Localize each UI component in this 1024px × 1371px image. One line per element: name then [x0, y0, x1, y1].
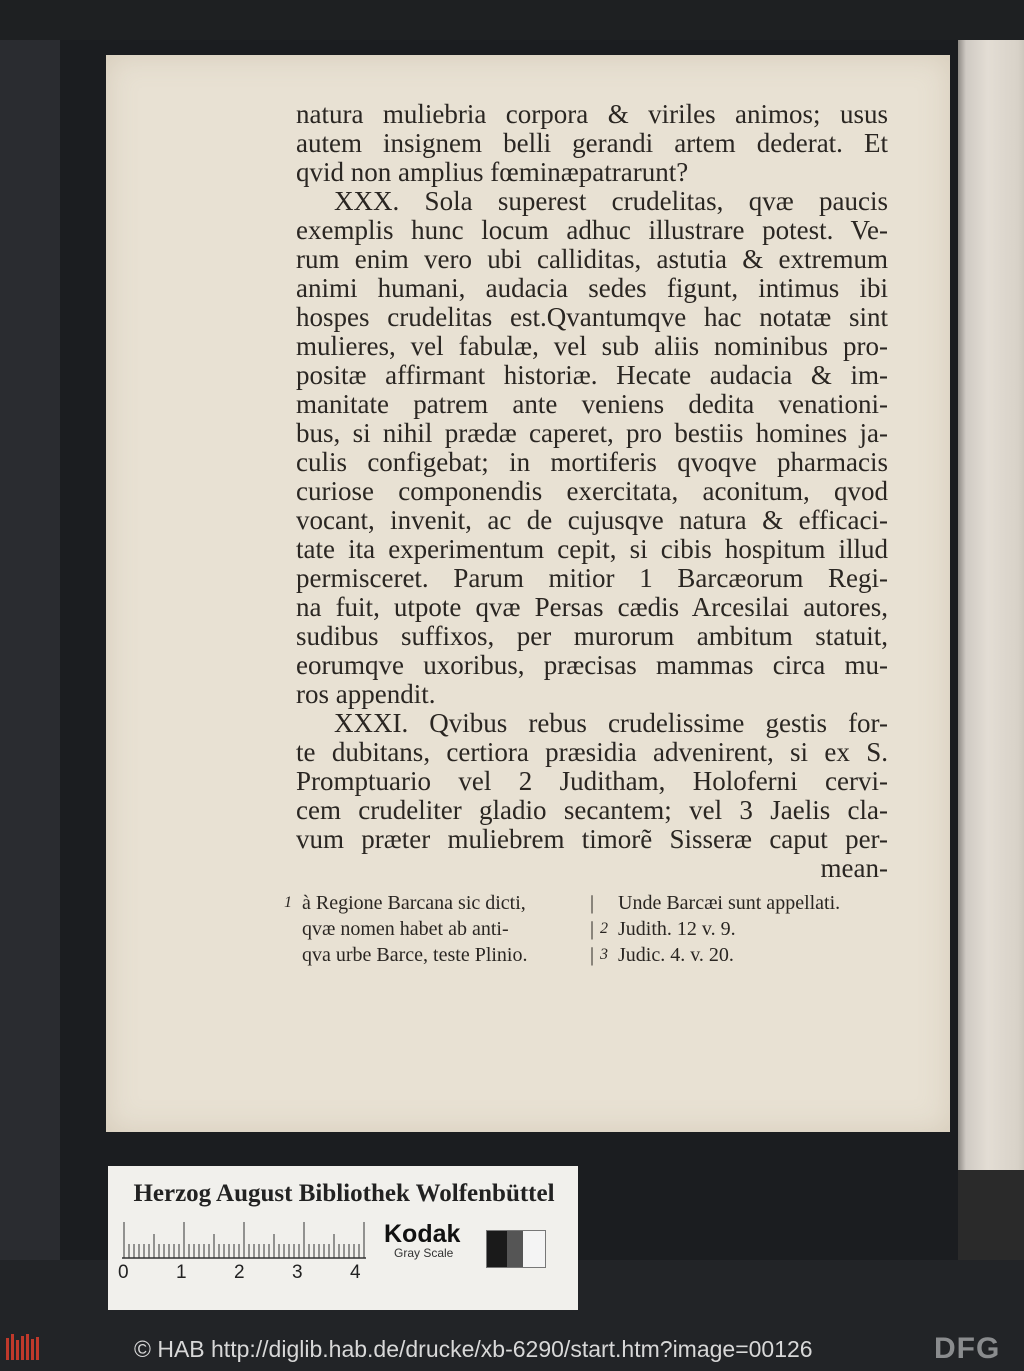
- facing-page-edge: [958, 40, 1024, 1170]
- library-color-target: [108, 1166, 578, 1310]
- gray-patch: [487, 1231, 507, 1267]
- footnote-text: Judith. 12 v. 9.: [618, 918, 736, 940]
- text-line: Promptuario vel 2 Juditham, Holoferni cervi-: [296, 767, 888, 796]
- book-page: [106, 55, 950, 1132]
- text-line: bus, si nihil prædæ caperet, pro bestiis homines ja-: [296, 419, 888, 448]
- footnote-row: [284, 916, 884, 942]
- text-line: hospes crudelitas est.Qvantumqve hac notatæ sint: [296, 303, 888, 332]
- text-line: qvid non amplius fœminæpatrarunt?: [296, 158, 689, 187]
- footnote-number: 3: [600, 946, 608, 963]
- footer-bar: [0, 1326, 1024, 1371]
- footnotes: [284, 890, 884, 968]
- text-line: permisceret. Parum mitior 1 Barcæorum Regi-: [296, 564, 888, 593]
- ruler-number: 2: [234, 1262, 245, 1283]
- page-body-text: [296, 100, 888, 883]
- ruler-number: 4: [350, 1262, 361, 1283]
- scan-top-margin: [0, 0, 1024, 40]
- text-line: eorumqve uxoribus, præcisas mammas circa mu-: [296, 651, 888, 680]
- dfg-logo: DFG: [934, 1332, 1001, 1365]
- footnote-number: 1: [284, 894, 292, 911]
- footnote-row: [284, 942, 884, 968]
- text-line: XXXI. Qvibus rebus crudelissime gestis for-: [334, 709, 888, 738]
- text-line: animi humani, audacia sedes figunt, intimus ibi: [296, 274, 888, 303]
- copyright-url: © HAB http://diglib.hab.de/drucke/xb-6290/start.htm?image=00126: [134, 1336, 813, 1362]
- text-line: mulieres, vel fabulæ, vel sub aliis nominibus pro-: [296, 332, 888, 361]
- footnote-divider: |: [589, 944, 594, 966]
- gray-patch: [523, 1231, 545, 1267]
- text-line: tate ita experimentum cepit, si cibis hospitum illud: [296, 535, 888, 564]
- footnote-text: Judic. 4. v. 20.: [618, 944, 734, 966]
- text-line: na fuit, utpote qvæ Persas cædis Arcesilai autores,: [296, 593, 888, 622]
- footnote-text: qva urbe Barce, teste Plinio.: [302, 944, 528, 966]
- text-line: curiose componendis exercitata, aconitum, qvod: [296, 477, 888, 506]
- footnote-number: [600, 890, 618, 916]
- footnote-text: à Regione Barcana sic dicti,: [302, 892, 526, 914]
- ruler-number: 1: [176, 1262, 187, 1283]
- text-line: exemplis hunc locum adhuc illustrare potest. Ve-: [296, 216, 888, 245]
- facing-page-shadow: [958, 1170, 1024, 1260]
- text-line: manitate patrem ante veniens dedita venationi-: [296, 390, 888, 419]
- footnote-text: qvæ nomen habet ab anti-: [302, 918, 509, 940]
- library-name: Herzog August Bibliothek Wolfenbüttel: [133, 1180, 555, 1207]
- ruler-scale: [122, 1218, 367, 1260]
- ruler-number: 3: [292, 1262, 303, 1283]
- text-line: natura muliebria corpora & viriles animos; usus: [296, 100, 888, 129]
- footnote-divider: |: [589, 892, 594, 914]
- ruler-numbers: [118, 1262, 378, 1286]
- kodak-brand: Kodak: [384, 1220, 461, 1248]
- footnote-number: [284, 942, 302, 968]
- catchword: mean-: [820, 854, 888, 883]
- text-line: culis configebat; in mortiferis qvoqve pharmacis: [296, 448, 888, 477]
- footnote-number: [284, 916, 302, 942]
- text-line: ros appendit.: [296, 680, 436, 709]
- footnote-text: Unde Barcæi sunt appellati.: [618, 892, 841, 914]
- footnote-divider: |: [589, 918, 594, 940]
- text-line: cem crudeliter gladio secantem; vel 3 Jaelis cla-: [296, 796, 888, 825]
- ruler-number: 0: [118, 1262, 129, 1283]
- footnote-number: 2: [600, 920, 608, 937]
- text-line: sudibus suffixos, per murorum ambitum statuit,: [296, 622, 888, 651]
- text-line: rum enim vero ubi calliditas, astutia & extremum: [296, 245, 888, 274]
- text-line: autem insignem belli gerandi artem dederat. Et: [296, 129, 888, 158]
- footnote-row: [284, 890, 884, 916]
- text-line: vocant, invenit, ac de cujusqve natura & efficaci-: [296, 506, 888, 535]
- scan-left-margin: [0, 40, 60, 1260]
- gray-patch: [507, 1231, 523, 1267]
- hab-logo-icon: [6, 1334, 42, 1360]
- text-line: vum præter muliebrem timorẽ Sisseræ caput per-: [296, 825, 888, 854]
- text-line: positæ affirmant historiæ. Hecate audacia & im-: [296, 361, 888, 390]
- text-line: XXX. Sola superest crudelitas, qvæ paucis: [334, 187, 888, 216]
- text-line: te dubitans, certiora præsidia advenirent, si ex S.: [296, 738, 888, 767]
- gray-scale-label: Gray Scale: [394, 1246, 454, 1260]
- gray-patches: [486, 1230, 546, 1268]
